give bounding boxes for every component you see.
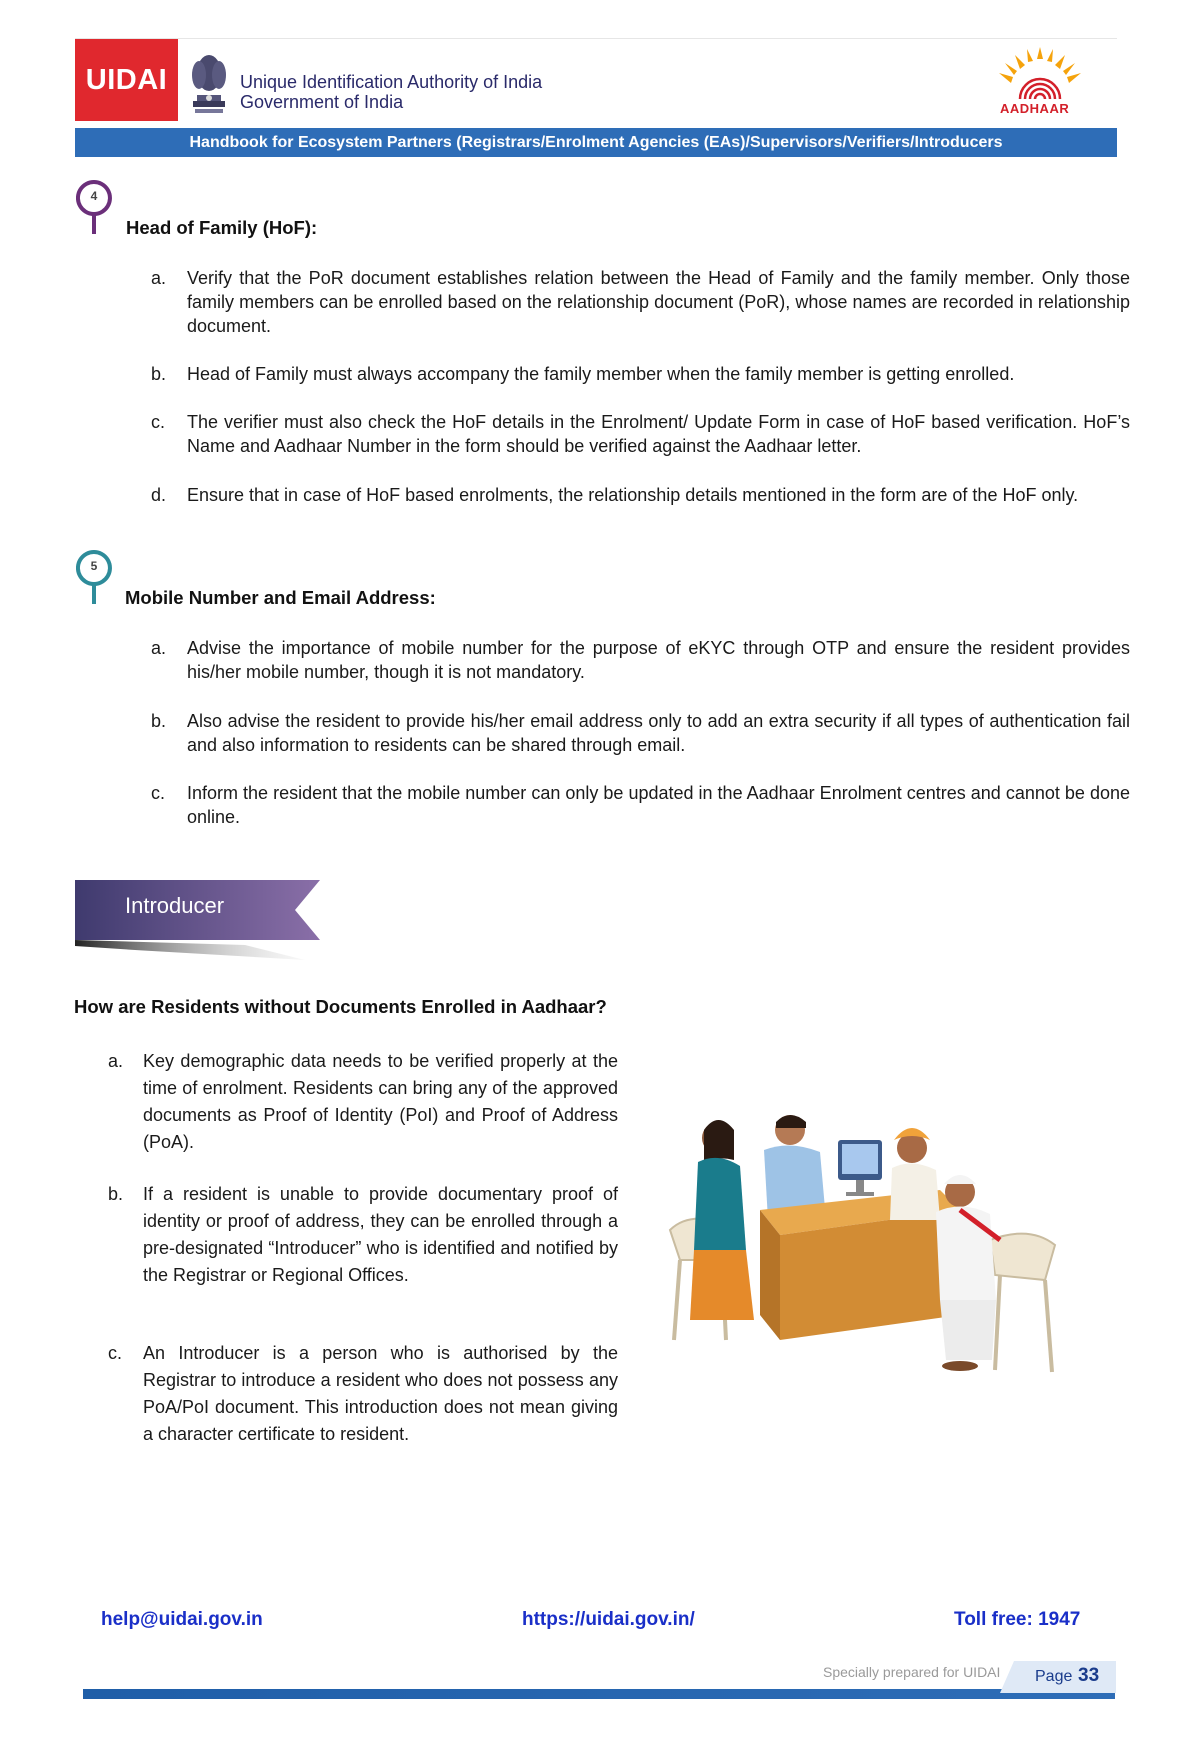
- page-label: Page: [1035, 1668, 1073, 1685]
- list-item: [108, 1340, 618, 1475]
- org-name-line1: Unique Identification Authority of India: [240, 72, 543, 92]
- list-item-text: Head of Family must always accompany the family member when the family member is getting enrolled.: [187, 364, 1015, 384]
- list-item: [151, 266, 1130, 338]
- list-item-label: d.: [151, 485, 167, 505]
- list-item-label: b.: [151, 711, 167, 731]
- footer-toll-free: Toll free: 1947: [954, 1609, 1081, 1630]
- list-item: [108, 1048, 618, 1158]
- list-item-label: c.: [108, 1343, 123, 1363]
- list-item-text: Key demographic data needs to be verified properly at the time of enrolment. Residents can bring any of the approved documents as Proof of Identity (PoI) and Proof of Address (PoA).: [143, 1051, 618, 1152]
- list-item-text: Also advise the resident to provide his/her email address only to add an extra security if all types of authentication fail and also information to residents can be shared through email.: [187, 711, 1130, 755]
- national-emblem-icon: [185, 45, 233, 117]
- footer-email-link[interactable]: help@uidai.gov.in: [101, 1609, 263, 1630]
- section-5-number: 5: [90, 559, 98, 573]
- section-5-title: Mobile Number and Email Address:: [125, 587, 436, 608]
- list-item-text: Inform the resident that the mobile number can only be updated in the Aadhaar Enrolment centres and cannot be done online.: [187, 783, 1130, 827]
- list-item-label: c.: [151, 412, 166, 432]
- list-item-text: Verify that the PoR document establishes relation between the Head of Family and the family member. Only those family members can be enrolled based on the relationship document (PoR), whose names are recorded in relationship document.: [187, 268, 1130, 336]
- list-item: [151, 709, 1130, 757]
- list-item: [151, 410, 1130, 458]
- list-item-text: The verifier must also check the HoF details in the Enrolment/ Update Form in case of HoF based verification. HoF’s Name and Aadhaar Number in the form should be verified against the Aadhaar letter.: [187, 412, 1130, 456]
- introducer-question: How are Residents without Documents Enrolled in Aadhaar?: [74, 996, 607, 1017]
- list-item-label: b.: [108, 1184, 124, 1204]
- list-item-text: An Introducer is a person who is authorised by the Registrar to introduce a resident who does not possess any PoA/PoI document. This introduction does not mean giving a character certificate to resident.: [143, 1343, 618, 1444]
- section-4-title: Head of Family (HoF):: [126, 217, 318, 238]
- list-item-text: Ensure that in case of HoF based enrolments, the relationship details mentioned in the form are of the HoF only.: [187, 485, 1079, 505]
- list-item-label: a.: [151, 268, 167, 288]
- enrolment-scene-illustration: [660, 1100, 1070, 1400]
- list-item: [151, 362, 1130, 386]
- list-item: [151, 483, 1130, 531]
- footer-bar: [83, 1689, 1115, 1699]
- list-item: [151, 781, 1130, 829]
- list-item-text: If a resident is unable to provide documentary proof of identity or proof of address, they can be enrolled through a pre-designated “Introducer” who is identified and notified by the Registrar or Regional Offices.: [143, 1184, 618, 1285]
- list-item-label: b.: [151, 364, 167, 384]
- org-name-line2: Government of India: [240, 92, 404, 112]
- list-item: [108, 1181, 618, 1316]
- page-header: [75, 38, 1117, 120]
- footer-website-link[interactable]: https://uidai.gov.in/: [522, 1609, 695, 1630]
- aadhaar-logo-text: AADHAAR: [1000, 101, 1070, 116]
- handbook-title-bar: Handbook for Ecosystem Partners (Registrars/Enrolment Agencies (EAs)/Supervisors/Verifiers/Introducers: [75, 128, 1117, 157]
- section-4-number: 4: [90, 189, 98, 203]
- introducer-banner-title: Introducer: [125, 893, 225, 918]
- specially-prepared-note: Specially prepared for UIDAI: [823, 1664, 1001, 1680]
- list-item: [151, 636, 1130, 684]
- list-item-text: Advise the importance of mobile number for the purpose of eKYC through OTP and ensure the resident provides his/her mobile number, though it is not mandatory.: [187, 638, 1130, 682]
- list-item-label: c.: [151, 783, 166, 803]
- list-item-label: a.: [151, 638, 167, 658]
- page-number: 33: [1078, 1665, 1100, 1686]
- uidai-logo: UIDAI: [75, 39, 178, 121]
- list-item-label: a.: [108, 1051, 124, 1071]
